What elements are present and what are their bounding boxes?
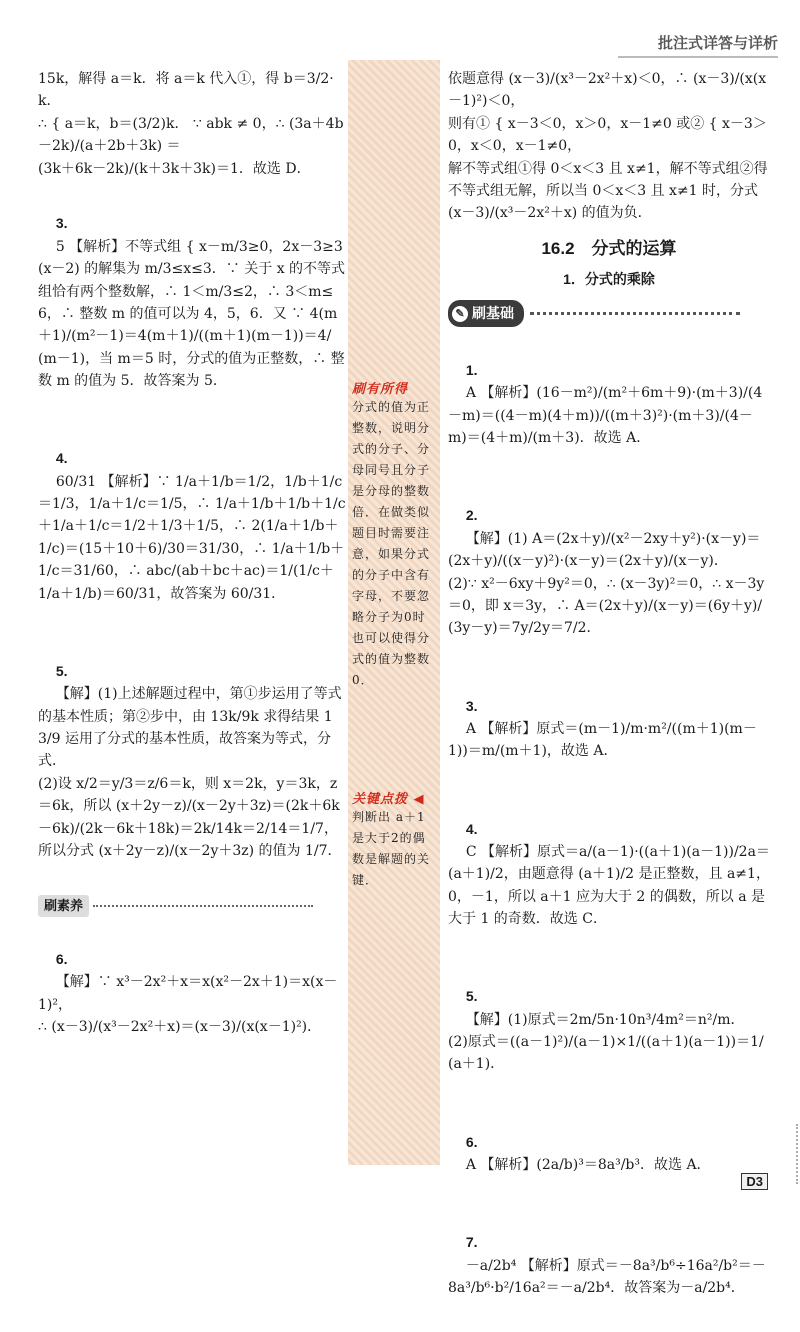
tip-text: 判断出 a＋1 是大于2的偶数是解题的关键．: [352, 810, 431, 887]
question-number: 6.: [55, 950, 68, 967]
tip-title-text: 关键点拨: [352, 792, 409, 807]
practice-badge-row: [448, 300, 770, 326]
question-number: 4.: [465, 820, 478, 837]
tip-title: 刷有所得: [352, 382, 409, 397]
section-badge-label: 刷素养: [38, 895, 89, 918]
question-r7: [448, 1209, 770, 1322]
corner-dotted-edge: [780, 1124, 798, 1184]
question-text: 【解】∵ x³－2x²＋x＝x(x²－2x＋1)＝x(x－1)²， ∴ (x－3)/(x³－2x²＋x)＝(x－3)/(x(x－1)²)．: [38, 974, 338, 1036]
question-number: 3.: [55, 215, 68, 232]
question-number: 7.: [465, 1234, 478, 1251]
question-text: 【解】(1)上述解题过程中，第①步运用了等式的基本性质；第②步中，由 13k/9k 求得结果 13/9 运用了分式的基本性质，故答案为等式，分式． (2)设 x/2＝y/3＝z/6＝k，则 x＝2k，y＝3k，z＝6k，所以 (x＋2y－z)/(x－2y＋3z)＝(2k＋6k－6k)/(2k－6k＋18k)＝2k/14k＝2/14＝1/7，所以分式 (x＋2y－z)/(x－2y＋3z) 的值为 1/7．: [38, 686, 342, 859]
question-number: 6.: [465, 1133, 478, 1150]
section-title: 16.2 分式的运算: [541, 238, 677, 258]
question-6: [38, 925, 346, 1060]
tip-box-summary: [352, 378, 438, 691]
question-number: 5.: [465, 988, 478, 1005]
tip-title: [352, 788, 438, 807]
right-column: [448, 68, 770, 1332]
section-divider: [38, 895, 346, 918]
question-number: 2.: [465, 507, 478, 524]
arrow-left-icon: ◀: [413, 792, 425, 807]
question-r4: [448, 795, 770, 953]
practice-badge-label: 刷基础: [472, 305, 514, 322]
question-number: 4.: [55, 450, 68, 467]
question-number: 3.: [465, 697, 478, 714]
question-text: A 【解析】(2a/b)³＝8a³/b³．故选 A．: [465, 1156, 711, 1173]
question-text: 5 【解析】不等式组 { x－m/3≥0，2x－3≥3(x－2) 的解集为 m/3≤x≤3．∵ 关于 x 的不等式组恰有两个整数解，∴ 1＜m/3≤2，∴ 3＜m≤6，∴ 整数 m 的值可以为 4，5，6．又 ∵ 4(m＋1)/(m²－1)＝4(m＋1)/((m＋1)(m－1))＝4/(m－1)，当 m＝5 时，分式的值为正整数，∴ 整数 m 的值为 5．故答案为 5．: [38, 238, 346, 390]
right-continued-text: 依题意得 (x－3)/(x³－2x²＋x)＜0，∴ (x－3)/(x(x－1)²)＜0， 则有① { x－3＜0，x＞0，x－1≠0 或② { x－3＞0，x＜0，x－1≠0， 解不等式组①得 0＜x＜3 且 x≠1，解不等式组②得不等式组无解，所以当 0＜x＜3 且 x≠1 时，分式 (x－3)/(x³－2x²＋x) 的值为负．: [448, 71, 768, 222]
tip-text: 分式的值为正整数，说明分式的分子、分母同号且分子是分母的整数倍．在做类似题目时需要注意，如果分式的分子中含有字母，不要忽略分子为0时也可以使得分式的值为整数0．: [352, 400, 431, 687]
question-r5: [448, 963, 770, 1098]
question-text: A 【解析】原式＝(m－1)/m·m²/((m＋1)(m－1))＝m/(m＋1)，故选 A．: [448, 720, 757, 760]
practice-badge: [448, 300, 524, 326]
question-r1: [448, 337, 770, 472]
subsection-title: 1．分式的乘除: [563, 270, 655, 287]
left-column: [38, 68, 346, 1071]
page-header-title: 批注式详答与详析: [618, 30, 778, 58]
question-r3: [448, 672, 770, 785]
question-text: 【解】(1)原式＝2m/5n·10n³/4m²＝n²/m． (2)原式＝((a－1)²)/(a－1)×1/((a＋1)(a－1))＝1/(a＋1)．: [448, 1011, 764, 1073]
question-text: C 【解析】原式＝a/(a－1)·((a＋1)(a－1))/2a＝(a＋1)/2，由题意得 (a＋1)/2 是正整数，且 a≠1，0，－1，所以 a＋1 应为大于 2 的偶数，所以 a 是大于 1 的奇数．故选 C．: [448, 843, 770, 928]
question-3: [38, 190, 346, 415]
left-continued-text: 15k，解得 a＝k．将 a＝k 代入①，得 b＝3/2·k． ∴ { a＝k，b＝(3/2)k． ∵ abk ≠ 0，∴ (3a＋4b－2k)/(a＋2b＋3k) ＝ (3k＋6k－2k)/(k＋3k＋3k)＝1．故选 D．: [38, 71, 344, 177]
question-text: 60/31 【解析】∵ 1/a＋1/b＝1/2，1/b＋1/c＝1/3，1/a＋1/c＝1/5，∴ 1/a＋1/b＋1/b＋1/c＋1/a＋1/c＝1/2＋1/3＋1/5，∴ 2(1/a＋1/b＋1/c)＝(15＋10＋6)/30＝31/30，∴ 1/a＋1/b＋1/c＝31/60，∴ abc/(ab＋bc＋ac)＝1/(1/c＋1/a＋1/b)＝60/31，故答案为 60/31．: [38, 473, 346, 602]
question-text: A 【解析】(16－m²)/(m²＋6m＋9)·(m＋3)/(4－m)＝((4－m)(4＋m))/((m＋3)²)·(m＋3)/(4－m)＝(4＋m)/(m＋3)．故选 A．: [448, 385, 763, 447]
question-r2: [448, 482, 770, 662]
brush-icon: ✎: [452, 306, 468, 322]
question-r6: [448, 1108, 770, 1199]
tip-box-key-point: [352, 788, 438, 891]
dotted-divider: [93, 905, 313, 907]
side-notes-strip: [348, 60, 440, 1165]
page-number: D3: [741, 1173, 768, 1190]
question-text: 【解】(1) A＝(2x＋y)/(x²－2xy＋y²)·(x－y)＝(2x＋y)/((x－y)²)·(x－y)＝(2x＋y)/(x－y)． (2)∵ x²－6xy＋9y²＝0，∴ (x－3y)²＝0，∴ x－3y＝0，即 x＝3y，∴ A＝(2x＋y)/(x－y)＝(6y＋y)/(3y－y)＝7y/2y＝7/2．: [448, 530, 765, 637]
question-text: －a/2b⁴ 【解析】原式＝－8a³/b⁶÷16a²/b²＝－8a³/b⁶·b²/16a²＝－a/2b⁴．故答案为－a/2b⁴．: [448, 1257, 766, 1296]
question-4: [38, 425, 346, 628]
question-number: 1.: [465, 362, 478, 379]
question-5: [38, 637, 346, 884]
question-number: 5.: [55, 662, 68, 679]
dotted-divider: [530, 312, 740, 315]
